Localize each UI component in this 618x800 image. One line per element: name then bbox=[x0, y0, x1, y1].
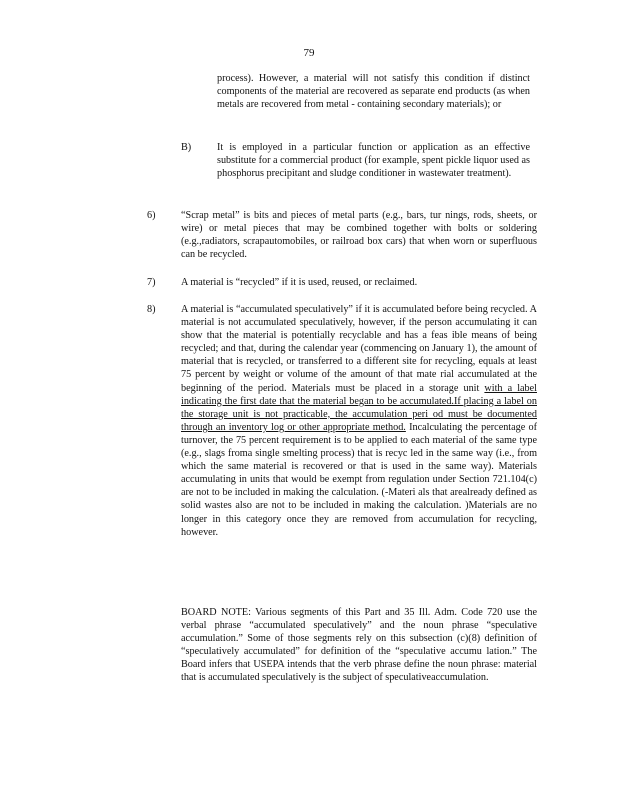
item-8-text bbox=[181, 303, 537, 539]
page-number: 79 bbox=[303, 47, 315, 59]
item-7-text: A material is “recycled” if it is used, reused, or reclaimed. bbox=[181, 277, 418, 288]
item-8-paragraph bbox=[181, 303, 537, 539]
continuation-paragraph bbox=[217, 72, 530, 111]
item-6-label: 6) bbox=[147, 210, 156, 221]
board-note-text: BOARD NOTE: Various segments of this Part and 35 Ill. Adm. Code 720 use the verbal phrase “accumulated speculatively” and the noun phrase “speculative accumulation.” Some of those segments rely on this subsection (c)(8) definition of “speculatively accumulated” for definition of the “speculative accumu lation.” The Board infers that USEPA intends that the verb phrase define the noun phrase: material that is accumulated speculatively is the subject of speculativeaccumulation. bbox=[181, 607, 537, 684]
item-8-text-after: Incalculating the percentage of turnover, the 75 percent requirement is to be applied to each material of the same type (e.g., slags froma single smelting process) that is recyc led in the same way (i.e., from which the same material is recovered or that is used in the same way). Materials accumulating in units that would be exempt from regulation under Section 721.104(c) are not to be included in making the calculation. (-Materi als that arealready defined as solid wastes also are not to be included in making the calculation. )Materials are no longer in this category once they are removed from accumulation for recycling, however. bbox=[181, 421, 537, 538]
item-6-text: “Scrap metal” is bits and pieces of metal parts (e.g., bars, tur nings, rods, sheets, or wire) or metal pieces that may be combined together with bolts or soldering (e.g.,radiators, scrapautomobiles, or railroad box cars) that when worn or superfluous can be recycled. bbox=[181, 210, 537, 261]
item-b-paragraph bbox=[217, 141, 530, 180]
item-8-underlined-amendment: with a label indicating the first date that the material began to be accumulated.If placing a label on the storage unit is not practicable, the accumulation peri od must be documented through an inventory log or other appropriate method. bbox=[181, 382, 537, 433]
item-8-label: 8) bbox=[147, 304, 156, 315]
board-note bbox=[181, 606, 537, 685]
item-8-text-before: A material is “accumulated speculatively” if it is accumulated before being recycled. A material is not accumulated speculatively, however, if the person accumulating it can show that the material is potentially recyclable and has a feas ible means of being recycled; and that, during the calendar year (commencing on January 1), the amount of material that is recycled, or transferred to a different site for recycling, equals at least 75 percent by weight or volume of the amount of that mate rial accumulated at the beginning of the period. Materials must be placed in a storage unit bbox=[181, 304, 537, 394]
continuation-text: process). However, a material will not satisfy this condition if distinct components of the material are recovered as separate end products (as when metals are recovered from metal - containing secondary materials); or bbox=[217, 73, 530, 111]
item-b-label: B) bbox=[181, 142, 192, 153]
item-b-text: It is employed in a particular function or application as an effective substitute for a commercial product (for example, spent pickle liquor used as phosphorus precipitant and sludge conditioner in wastewater treatment). bbox=[217, 142, 530, 180]
item-7-paragraph bbox=[181, 276, 537, 289]
item-7-label: 7) bbox=[147, 277, 156, 288]
item-6-paragraph bbox=[181, 209, 537, 261]
